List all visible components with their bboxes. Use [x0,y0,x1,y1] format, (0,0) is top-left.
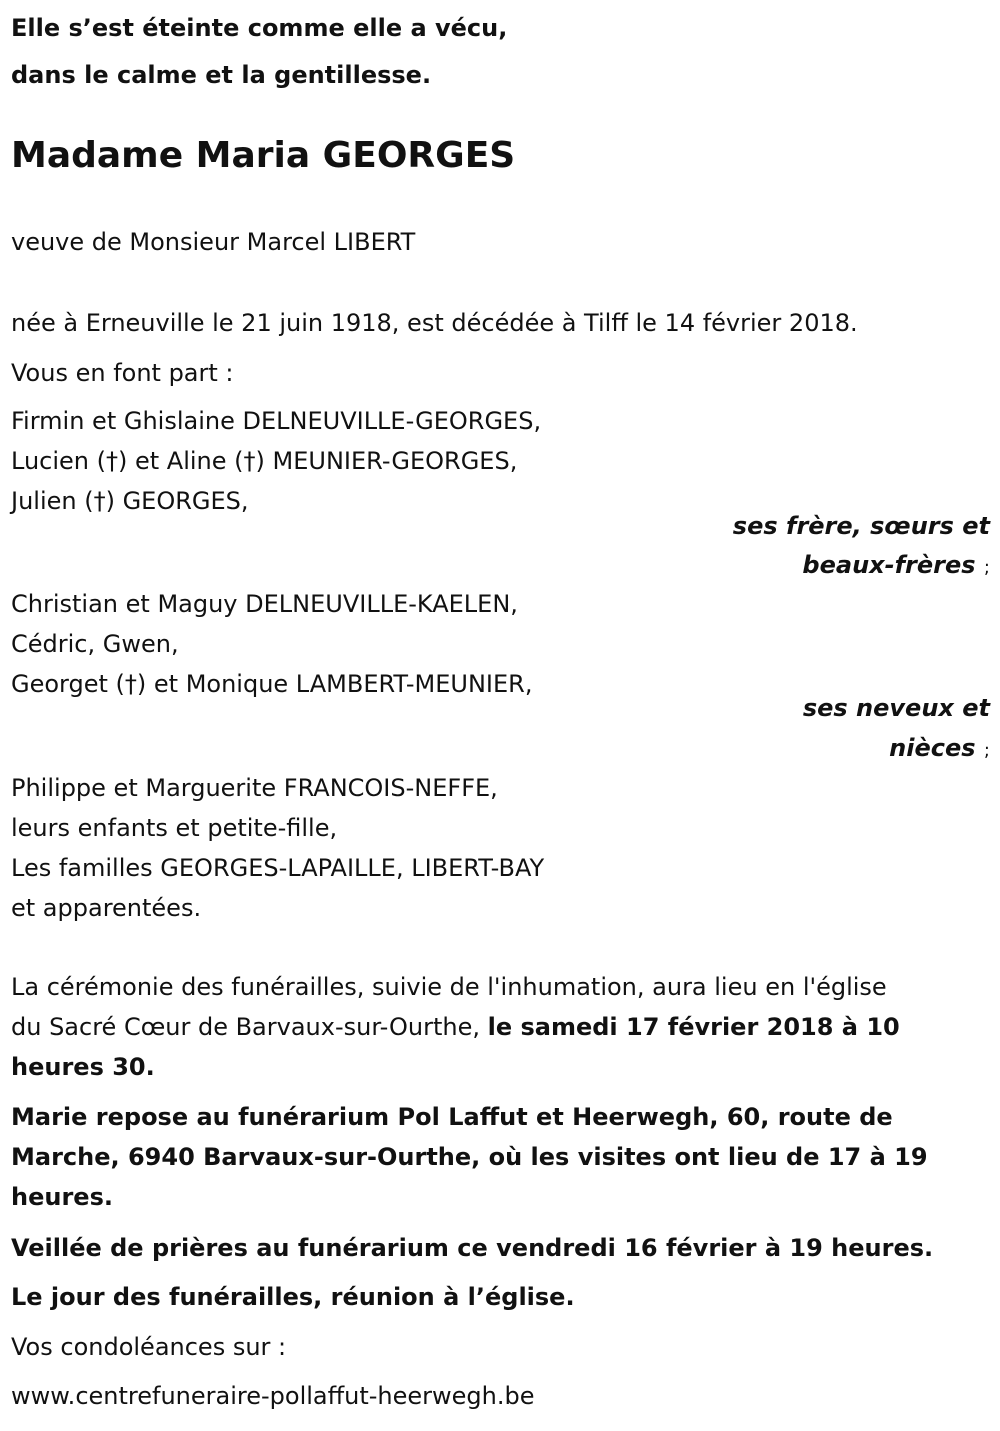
relation-siblings-line-2 [802,550,990,583]
meeting: Le jour des funérailles, réunion à l’église. [11,1283,575,1311]
visitation-line-1: Marie repose au funérarium Pol Laffut et Heerwegh, 60, route de [11,1103,893,1131]
visitation-line-3: heures. [11,1183,113,1211]
relation-punct: ; [983,557,990,578]
ceremony-place: du Sacré Cœur de Barvaux-sur-Ourthe, [11,1013,488,1041]
deceased-name: Madame Maria GEORGES [11,135,516,176]
family-line: Lucien (†) et Aline (†) MEUNIER-GEORGES, [11,447,518,475]
family-line: Cédric, Gwen, [11,630,179,658]
widow-of: veuve de Monsieur Marcel LIBERT [11,228,416,256]
relation-punct: ; [983,740,990,761]
family-line: et apparentées. [11,894,202,922]
relation-nephews-line-1: ses neveux et [802,694,990,722]
birth-death: née à Erneuville le 21 juin 1918, est décédée à Tilff le 14 février 2018. [11,309,858,337]
header-line-1: Elle s’est éteinte comme elle a vécu, [11,14,508,42]
family-line: Julien (†) GEORGES, [11,487,249,515]
family-line: Georget (†) et Monique LAMBERT-MEUNIER, [11,670,533,698]
condolences-link[interactable]: www.centrefuneraire-pollaffut-heerwegh.be [11,1382,535,1410]
header-line-2: dans le calme et la gentillesse. [11,61,432,89]
announcement: Vous en font part : [11,359,234,387]
family-line: Christian et Maguy DELNEUVILLE-KAELEN, [11,590,518,618]
family-line: leurs enfants et petite-fille, [11,814,338,842]
family-line: Les familles GEORGES-LAPAILLE, LIBERT-BAY [11,854,545,882]
family-line: Firmin et Ghislaine DELNEUVILLE-GEORGES, [11,407,542,435]
ceremony-date: le samedi 17 février 2018 à 10 [487,1013,900,1041]
family-line: Philippe et Marguerite FRANCOIS-NEFFE, [11,774,498,802]
relation-siblings-text: beaux-frères [802,551,976,579]
relation-nephews-line-2 [889,733,990,766]
vigil: Veillée de prières au funérarium ce vendredi 16 février à 19 heures. [11,1234,934,1262]
visitation-line-2: Marche, 6940 Barvaux-sur-Ourthe, où les visites ont lieu de 17 à 19 [11,1143,928,1171]
condolences-label: Vos condoléances sur : [11,1333,287,1361]
ceremony-line-1: La cérémonie des funérailles, suivie de l'inhumation, aura lieu en l'église [11,973,887,1001]
relation-siblings-line-1: ses frère, sœurs et [732,512,990,540]
ceremony-line-2 [11,1012,900,1042]
ceremony-line-3: heures 30. [11,1053,155,1081]
relation-nephews-text: nièces [889,734,976,762]
